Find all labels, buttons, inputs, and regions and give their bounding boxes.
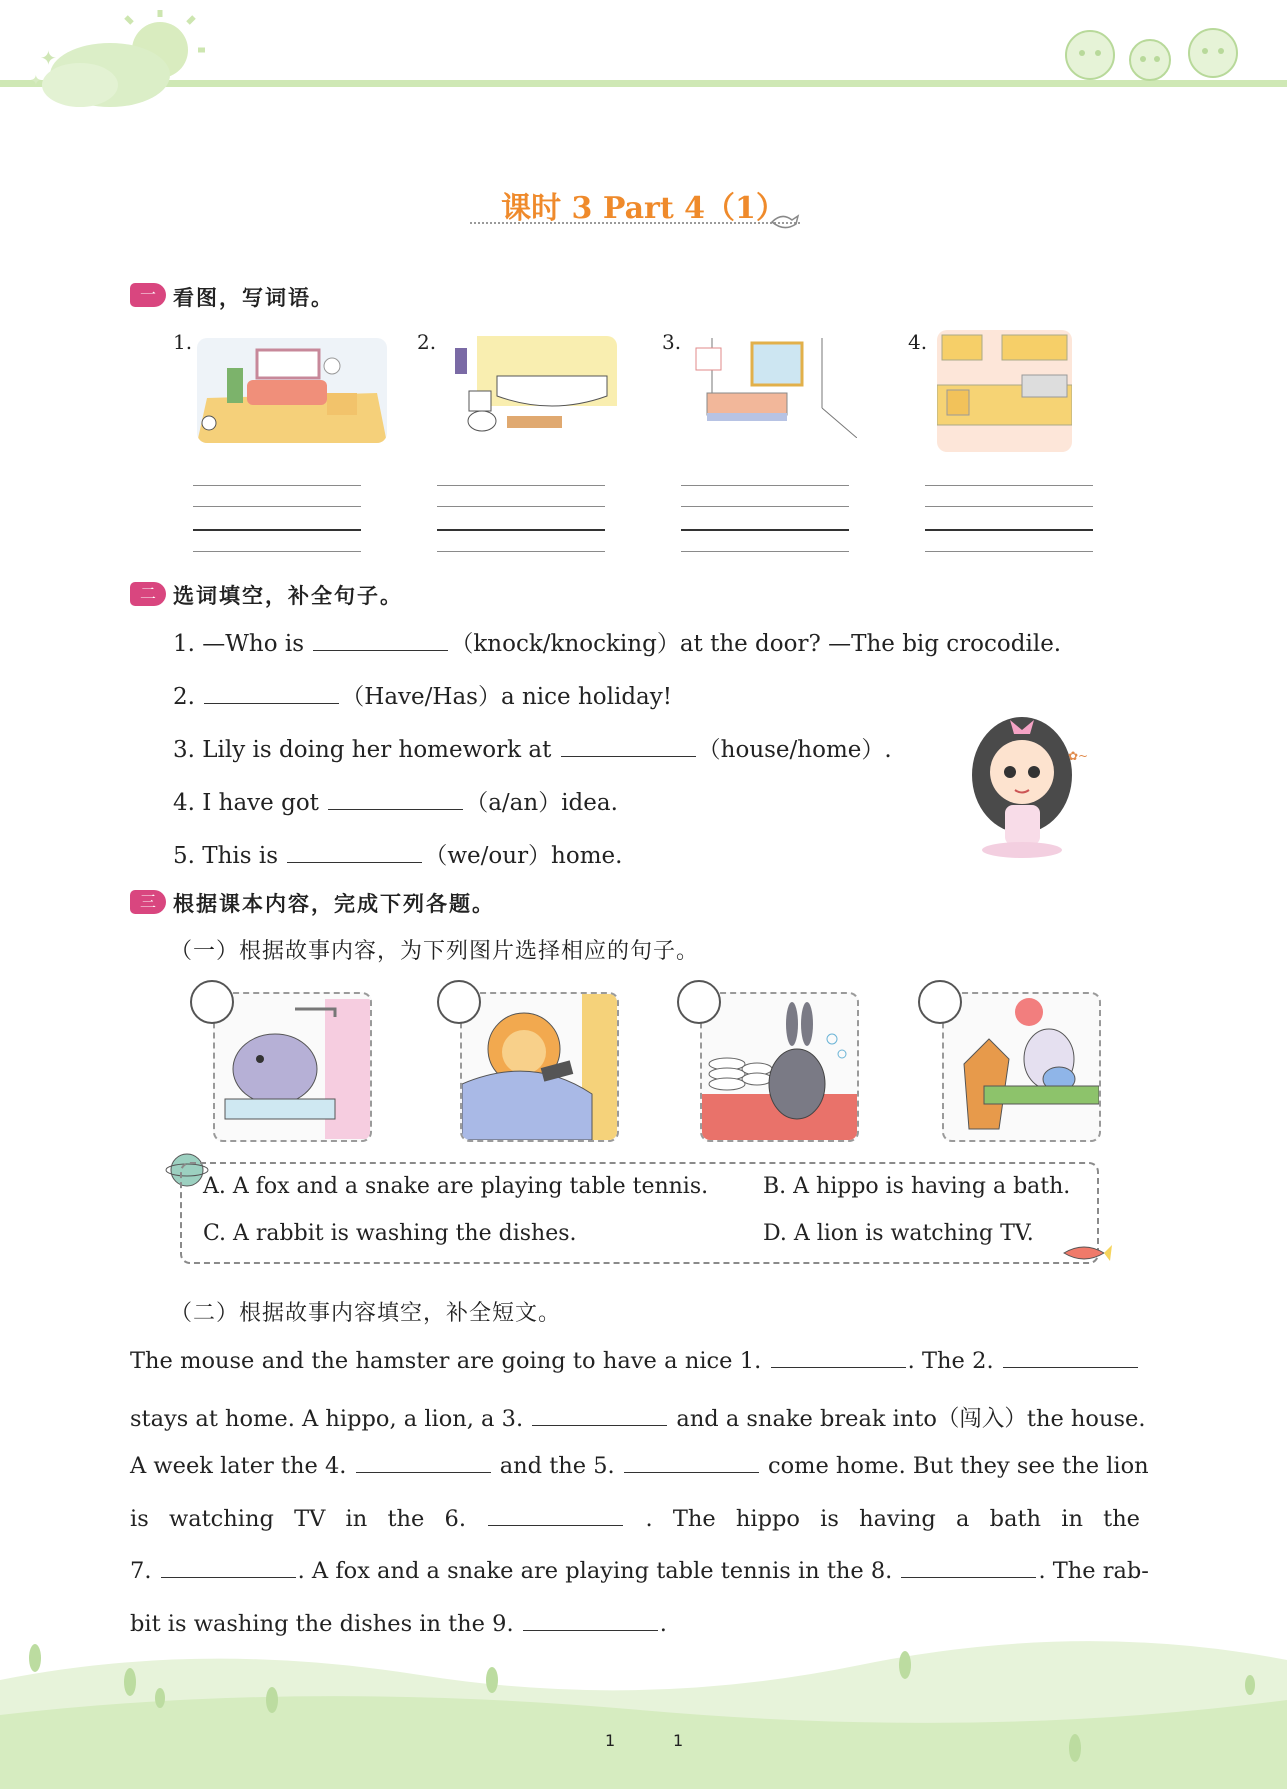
blank-1[interactable] xyxy=(313,632,448,651)
picture-frame-hippo xyxy=(213,992,372,1142)
page-number-left: 1 xyxy=(605,1731,616,1750)
sentence-2: 2. （Have/Has）a nice holiday! xyxy=(173,684,673,710)
bedroom-picture xyxy=(692,338,857,438)
answer-circle-4[interactable] xyxy=(918,980,962,1024)
writing-line-1d xyxy=(193,551,361,552)
hippo-bath-picture xyxy=(215,994,370,1140)
cloze-line-5: 7. . A fox and a snake are playing table tennis in the 8. . The rab- xyxy=(130,1558,1149,1584)
bird-icon xyxy=(770,210,800,232)
cloze-line-3: A week later the 4. and the 5. come home. But they see the lion xyxy=(130,1453,1149,1479)
writing-line-4d xyxy=(925,551,1093,552)
option-c: C. A rabbit is washing the dishes. xyxy=(203,1221,577,1246)
rocket-icon xyxy=(1060,1235,1115,1270)
title-underline xyxy=(470,222,800,224)
girl-illustration xyxy=(960,710,1110,860)
picture-frame-lion xyxy=(460,992,619,1142)
writing-line-4a xyxy=(925,485,1093,486)
living-room-picture xyxy=(197,338,387,443)
writing-line-3c xyxy=(681,529,849,531)
blank-4[interactable] xyxy=(328,791,463,810)
sentence-1: 1. —Who is （knock/knocking）at the door? —The big crocodile. xyxy=(173,631,1062,657)
cloze-line-2: stays at home. A hippo, a lion, a 3. and a snake break into（闯入）the house. xyxy=(130,1406,1146,1432)
cloud-sun-decoration xyxy=(20,5,210,115)
kitchen-picture xyxy=(937,330,1072,452)
svg-text:✦: ✦ xyxy=(40,46,57,70)
cloze-paragraph xyxy=(130,1348,1149,1658)
part-1-heading: （一）根据故事内容，为下列图片选择相应的句子。 xyxy=(170,939,700,964)
cloze-blank-4[interactable] xyxy=(356,1454,491,1473)
answer-circle-3[interactable] xyxy=(677,980,721,1024)
option-d: D. A lion is watching TV. xyxy=(763,1221,1034,1246)
writing-line-1c xyxy=(193,529,361,531)
cloze-line-4: is watching TV in the 6. . The hippo is having a bath in the xyxy=(130,1506,1141,1532)
picture-frame-fox xyxy=(942,992,1101,1142)
rabbit-dishes-picture xyxy=(702,994,857,1140)
writing-line-2b xyxy=(437,506,605,507)
cloze-blank-5[interactable] xyxy=(624,1454,759,1473)
svg-text:✦: ✦ xyxy=(30,73,42,89)
page-number-right: 1 xyxy=(673,1731,684,1750)
cloze-blank-7[interactable] xyxy=(161,1559,296,1578)
cloze-line-1: The mouse and the hamster are going to have a nice 1. . The 2. xyxy=(130,1348,1140,1374)
blank-3[interactable] xyxy=(561,738,696,757)
writing-line-2c xyxy=(437,529,605,531)
picture-4-number: 4. xyxy=(908,330,928,354)
writing-line-3d xyxy=(681,551,849,552)
answer-circle-2[interactable] xyxy=(437,980,481,1024)
sentence-4: 4. I have got （a/an）idea. xyxy=(173,790,618,816)
section-1-heading: 看图，写词语。 xyxy=(173,286,334,310)
animal-heads-decoration xyxy=(1055,15,1255,85)
sentence-5: 5. This is （we/our）home. xyxy=(173,843,623,869)
writing-line-4c xyxy=(925,529,1093,531)
section-3-badge: 三 xyxy=(130,890,166,914)
lion-tv-picture xyxy=(462,994,617,1140)
option-a: A. A fox and a snake are playing table tennis. xyxy=(203,1174,709,1199)
writing-line-2d xyxy=(437,551,605,552)
svg-text:✿~: ✿~ xyxy=(1068,749,1089,763)
footer-landscape xyxy=(0,1620,1287,1789)
writing-line-1b xyxy=(193,506,361,507)
writing-line-4b xyxy=(925,506,1093,507)
cloze-blank-2[interactable] xyxy=(1003,1349,1138,1368)
cloze-blank-6[interactable] xyxy=(488,1507,623,1526)
answer-circle-1[interactable] xyxy=(190,980,234,1024)
cloze-blank-8[interactable] xyxy=(901,1559,1036,1578)
picture-1-number: 1. xyxy=(173,330,193,354)
section-2-badge: 二 xyxy=(130,582,166,606)
section-2-heading: 选词填空，补全句子。 xyxy=(173,584,403,608)
fox-snake-picture xyxy=(944,994,1099,1140)
section-1-badge: 一 xyxy=(130,283,166,307)
picture-2-number: 2. xyxy=(417,330,437,354)
section-3-heading: 根据课本内容，完成下列各题。 xyxy=(173,892,495,916)
writing-line-1a xyxy=(193,485,361,486)
writing-line-2a xyxy=(437,485,605,486)
writing-line-3a xyxy=(681,485,849,486)
picture-3-number: 3. xyxy=(662,330,682,354)
cloze-blank-1[interactable] xyxy=(771,1349,906,1368)
blank-5[interactable] xyxy=(287,844,422,863)
blank-2[interactable] xyxy=(204,685,339,704)
option-b: B. A hippo is having a bath. xyxy=(763,1174,1071,1199)
cloze-line-6: bit is washing the dishes in the 9. . xyxy=(130,1611,667,1637)
writing-line-3b xyxy=(681,506,849,507)
part-2-heading: （二）根据故事内容填空，补全短文。 xyxy=(170,1301,562,1326)
cloze-blank-3[interactable] xyxy=(532,1407,667,1426)
picture-frame-rabbit xyxy=(700,992,859,1142)
bathroom-picture xyxy=(447,336,617,446)
page-title: 课时 3 Part 4（1） xyxy=(501,191,786,226)
sentence-3: 3. Lily is doing her homework at （house/home）. xyxy=(173,737,892,763)
